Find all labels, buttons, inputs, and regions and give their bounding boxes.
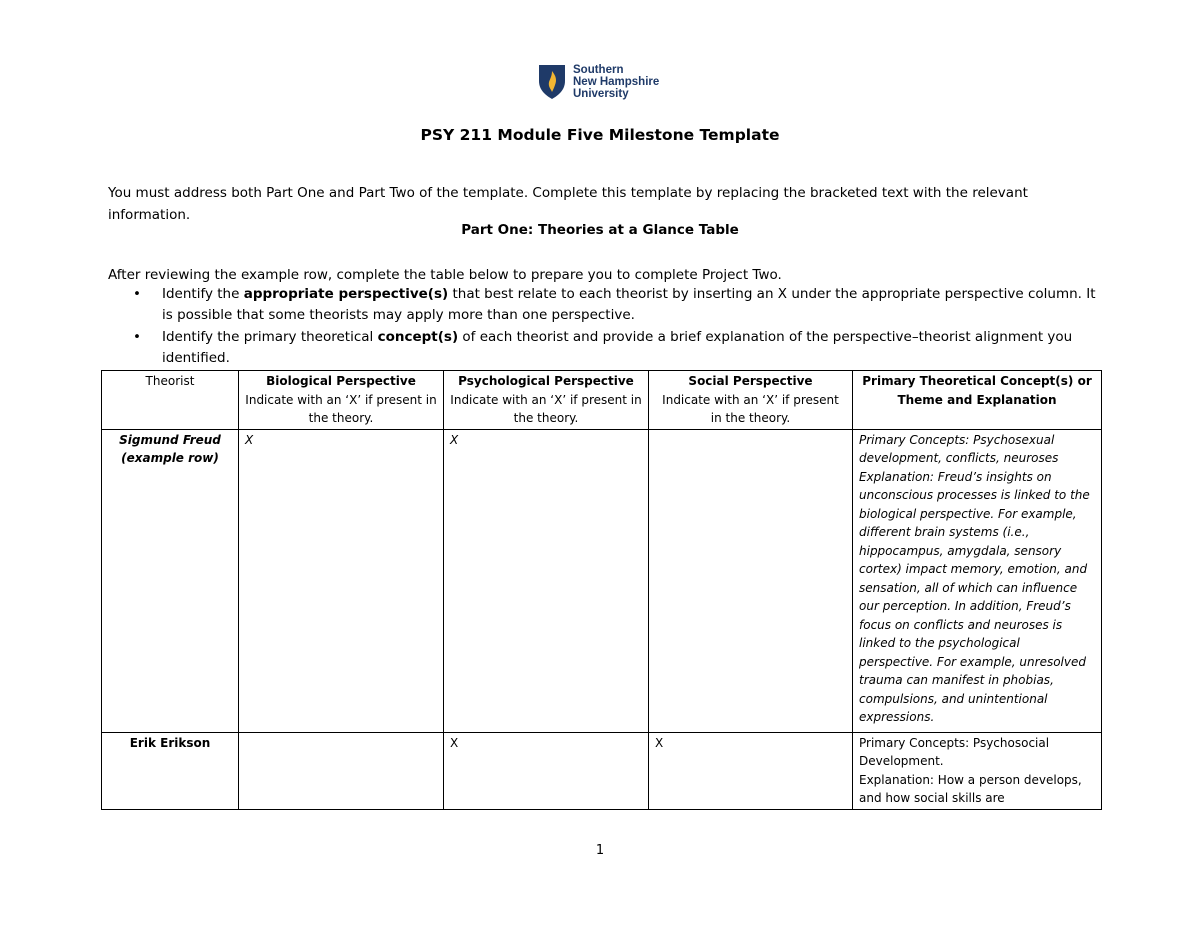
- logo-line-1: Southern: [573, 64, 624, 76]
- header-title: Biological Perspective: [266, 374, 416, 388]
- instructions-paragraph: After reviewing the example row, complete the table below to prepare you to complete Project Two.: [108, 267, 782, 283]
- table-header-row: [102, 371, 1102, 430]
- header-title: Theorist: [145, 374, 195, 388]
- header-biological: [239, 371, 444, 430]
- header-concepts: [853, 371, 1102, 430]
- cell-biological[interactable]: [239, 732, 444, 809]
- cell-theorist[interactable]: Sigmund Freud (example row): [102, 429, 239, 732]
- bullet-text-post: of each theorist and provide a brief explanation of the perspective–theorist alignment you identified.: [162, 329, 1073, 366]
- bullet-text-pre: Identify the: [162, 286, 244, 302]
- header-subtitle: Indicate with an ‘X’ if present in the theory.: [450, 392, 642, 425]
- table-row: [102, 732, 1102, 809]
- header-psychological: [444, 371, 649, 430]
- cell-psychological[interactable]: X: [444, 429, 649, 732]
- header-theorist: [102, 371, 239, 430]
- university-logo: [538, 64, 659, 100]
- cell-social[interactable]: [649, 429, 853, 732]
- header-subtitle: Indicate with an ‘X’ if present in the theory.: [245, 392, 437, 425]
- bullet-text-pre: Identify the primary theoretical: [162, 329, 378, 345]
- cell-biological[interactable]: X: [239, 429, 444, 732]
- list-item: [108, 284, 1098, 326]
- document-title: PSY 211 Module Five Milestone Template: [420, 126, 780, 144]
- header-subtitle: Indicate with an ‘X’ if present in the theory.: [662, 392, 839, 425]
- explanation-text: Explanation: Freud’s insights on unconscious processes is linked to the biological perspective. For example, different brain systems (i.e., hippocampus, amygdala, sensory cortex) impact memory, emotion, and sensation, all of which can influence our perception. In addition, Freud’s focus on conflicts and neuroses is linked to the psychological perspective. For example, unresolved trauma can manifest in phobias, compulsions, and unintentional expressions.: [859, 469, 1090, 724]
- part-one-heading: Part One: Theories at a Glance Table: [461, 222, 739, 238]
- bullet-text-bold: appropriate perspective(s): [243, 286, 449, 302]
- page-number: 1: [595, 843, 605, 858]
- cell-concepts[interactable]: [853, 429, 1102, 732]
- cell-psychological[interactable]: X: [444, 732, 649, 809]
- header-social: [649, 371, 853, 430]
- list-item: [108, 327, 1098, 369]
- table-row: [102, 429, 1102, 732]
- intro-paragraph: You must address both Part One and Part Two of the template. Complete this template by replacing the bracketed text with the relevant information.: [108, 185, 1028, 223]
- theories-table: [101, 370, 1102, 810]
- header-title: Social Perspective: [688, 374, 813, 388]
- bullet-icon: •: [133, 286, 141, 302]
- logo-line-3: University: [573, 88, 629, 100]
- cell-theorist[interactable]: Erik Erikson: [102, 732, 239, 809]
- header-title: Primary Theoretical Concept(s) or Theme and Explanation: [862, 374, 1092, 407]
- explanation-text: Explanation: How a person develops, and how social skills are: [859, 772, 1082, 805]
- cell-concepts[interactable]: [853, 732, 1102, 809]
- concepts-text: Primary Concepts: Psychosocial Development.: [859, 735, 1050, 768]
- logo-wordmark: [573, 64, 659, 100]
- logo-line-2: New Hampshire: [573, 76, 660, 88]
- bullet-text-post: that best relate to each theorist by inserting an X under the appropriate perspective column. It is possible that some theorists may apply more than one perspective.: [162, 286, 1096, 323]
- shield-icon: [538, 64, 566, 100]
- cell-social[interactable]: X: [649, 732, 853, 809]
- instruction-list: [108, 284, 1098, 370]
- bullet-text-bold: concept(s): [377, 329, 459, 345]
- concepts-text: Primary Concepts: Psychosexual development, conflicts, neuroses: [859, 432, 1059, 465]
- bullet-icon: •: [133, 329, 141, 345]
- header-title: Psychological Perspective: [458, 374, 634, 388]
